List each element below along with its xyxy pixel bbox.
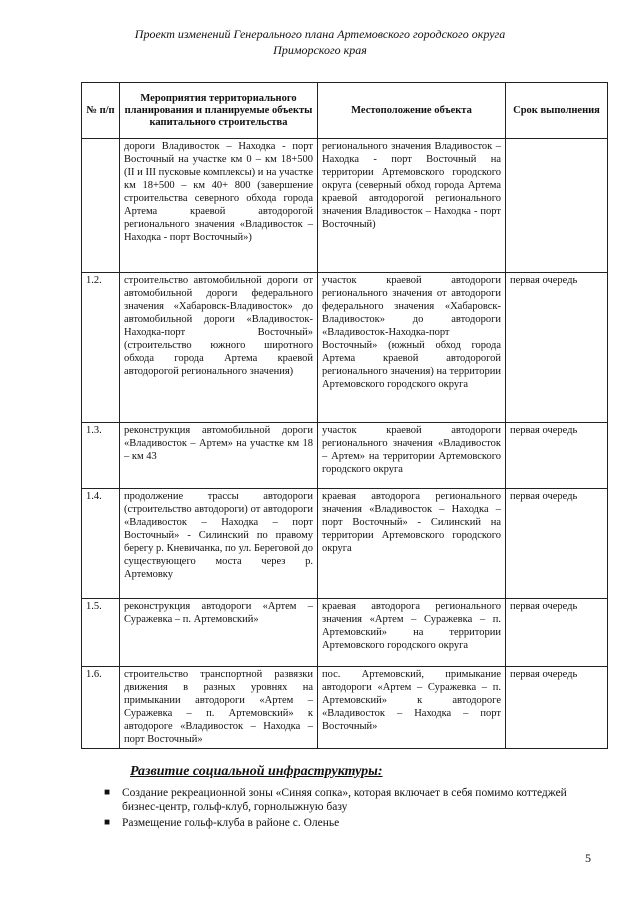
page-header	[0, 26, 640, 58]
row-measures: строительство автомобильной дороги от автомобильной дороги федерального значения «Хабаровск-Владивосток» до автомобильной дороги «Владивосток-Находка-порт Восточный» (строительство южного широтного обхода города Артема краевой автодорогой регионального значения)	[120, 273, 318, 423]
row-measures: реконструкция автодороги «Артем – Суражевка – п. Артемовский»	[120, 599, 318, 667]
list-item-text: Размещение гольф-клуба в районе с. Оленье	[122, 817, 340, 829]
row-num: 1.6.	[82, 667, 120, 749]
row-term: первая очередь	[506, 489, 608, 599]
header-line-2: Приморского края	[273, 43, 367, 57]
bullet-list	[102, 786, 602, 832]
table-row	[82, 273, 608, 423]
row-num: 1.4.	[82, 489, 120, 599]
row-term: первая очередь	[506, 599, 608, 667]
table-row	[82, 599, 608, 667]
table-row	[82, 489, 608, 599]
row-location: краевая автодорога регионального значения «Артем – Суражевка – п. Артемовский» на территории Артемовского городского округа	[318, 599, 506, 667]
bullet-square-icon: ■	[104, 817, 111, 828]
table-row	[82, 139, 608, 273]
list-item	[102, 786, 602, 814]
row-location: участок краевой автодороги регионального значения от автодороги федерального значения «Хабаровск-Владивосток» до автодороги «Владивосток-Находка-порт Восточный» (южный обход города Артема краевой автодорогой регионального значения) на территории Артемовского городского округа	[318, 273, 506, 423]
row-term	[506, 139, 608, 273]
header-num: № п/п	[82, 83, 120, 139]
row-term: первая очередь	[506, 667, 608, 749]
header-location: Местоположение объекта	[318, 83, 506, 139]
row-location: регионального значения Владивосток – Находка - порт Восточный на территории Артемовского городского округа (северный обход города Артема краевой автодорогой регионального значения Владивосток – Находка - порт Восточный)	[318, 139, 506, 273]
table-row	[82, 423, 608, 489]
header-line-1: Проект изменений Генерального плана Артемовского городского округа	[134, 27, 506, 41]
row-location: пос. Артемовский, примыкание автодороги «Артем – Суражевка – п. Артемовский» к автодороге «Владивосток – Находка – порт Восточный»	[318, 667, 506, 749]
page-number: 5	[585, 851, 591, 865]
row-term: первая очередь	[506, 273, 608, 423]
row-term: первая очередь	[506, 423, 608, 489]
row-location: краевая автодорога регионального значения «Владивосток – Находка – порт Восточный» - Силинский на территории Артемовского городского округа	[318, 489, 506, 599]
row-measures: дороги Владивосток – Находка - порт Восточный на участке км 0 – км 18+500 (II и III пусковые комплексы) и на участке км 18+500 – км 40+ 800 (завершение строительства северного обхода города Артема краевой автодорогой регионального значения «Владивосток – Находка - порт Восточный»)	[120, 139, 318, 273]
row-measures: продолжение трассы автодороги (строительство автодороги) от автодороги «Владивосток – Находка – порт Восточный» - Силинский по правому берегу р. Кневичанка, по ул. Береговой до существующего моста через р. Артемовку	[120, 489, 318, 599]
list-item-text: Создание рекреационной зоны «Синяя сопка», которая включает в себя помимо коттеджей бизнес-центр, гольф-клуб, горнолыжную базу	[122, 787, 567, 813]
measures-table	[81, 82, 608, 749]
row-num: 1.3.	[82, 423, 120, 489]
table-row	[82, 667, 608, 749]
row-num	[82, 139, 120, 273]
row-num: 1.5.	[82, 599, 120, 667]
row-location: участок краевой автодороги регионального значения «Владивосток – Артем» на территории Артемовского городского округа	[318, 423, 506, 489]
section-title: Развитие социальной инфраструктуры:	[130, 764, 383, 779]
row-measures: реконструкция автомобильной дороги «Владивосток – Артем» на участке км 18 – км 43	[120, 423, 318, 489]
row-num: 1.2.	[82, 273, 120, 423]
header-measures: Мероприятия территориального планирования и планируемые объекты капитального строительства	[120, 83, 318, 139]
header-term: Срок выполнения	[506, 83, 608, 139]
bullet-square-icon: ■	[104, 787, 111, 798]
table-header-row	[82, 83, 608, 139]
list-item	[102, 816, 602, 830]
row-measures: строительство транспортной развязки движения в разных уровнях на примыкании автодороги «Артем – Суражевка – п. Артемовский» к автодороге «Владивосток – Находка – порт Восточный»	[120, 667, 318, 749]
